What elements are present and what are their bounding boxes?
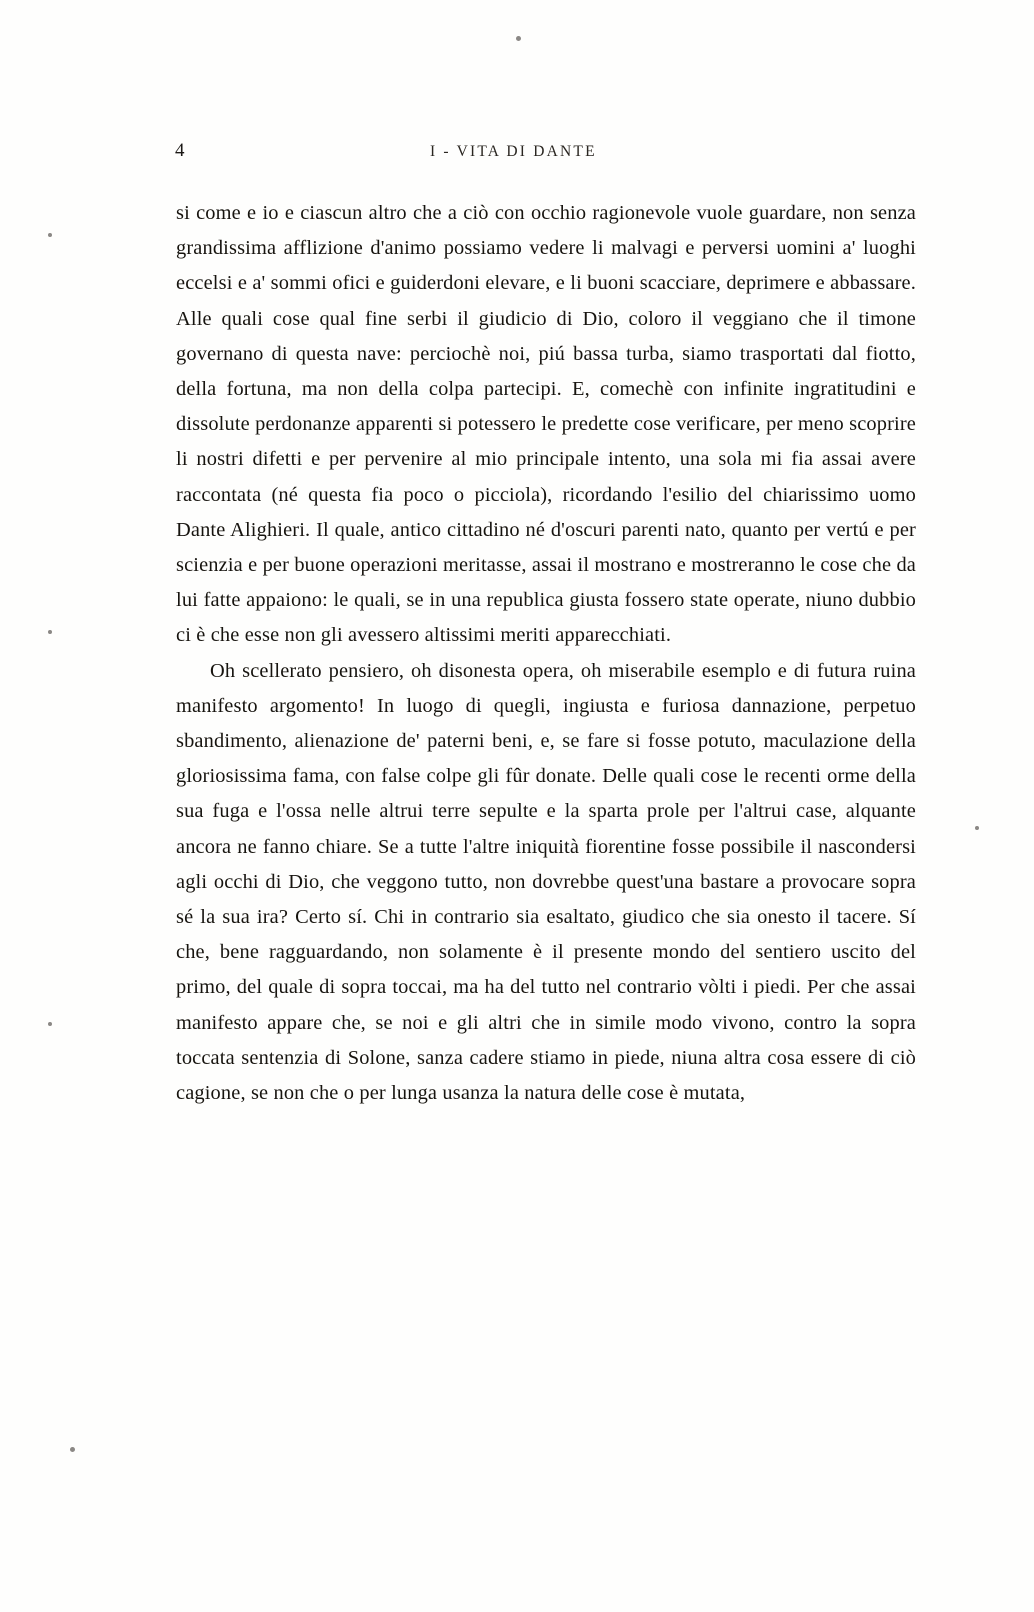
scan-speck: [48, 630, 52, 634]
scan-speck: [48, 233, 52, 237]
running-title: I - VITA DI DANTE: [430, 143, 597, 160]
page-header: [175, 140, 915, 166]
scan-speck: [975, 826, 979, 830]
paragraph: si come e io e ciascun altro che a ciò con occhio ragionevole vuole guardare, non senza grandissima afflizione d'animo possiamo vedere li malvagi e perversi uomini a' luoghi eccelsi e a' sommi ofici e guiderdoni elevare, e li buoni scacciare, deprimere e abbassare. Alle quali cose qual fine serbi il giudicio di Dio, coloro il veggiano che il timone governano di questa nave: perciochè noi, piú bassa turba, siamo trasportati dal fiotto, della fortuna, ma non della colpa partecipi. E, comechè con infinite ingratitudini e dissolute perdonanze apparenti si potessero le predette cose verificare, per meno scoprire li nostri difetti e per pervenire al mio principale intento, una sola mi fia assai avere raccontata (né questa fia poco o picciola), ricordando l'esilio del chiarissimo uomo Dante Alighieri. Il quale, antico cittadino né d'oscuri parenti nato, quanto per vertú e per scienzia e per buone operazioni meritasse, assai il mostrano e mostreranno le cose che da lui fatte appaiono: le quali, se in una republica giusta fossero state operate, niuno dubbio ci è che esse non gli avessero altissimi meriti apparecchiati.: [176, 202, 916, 647]
body-text: [176, 196, 916, 1111]
page-number: 4: [175, 140, 185, 161]
scan-speck: [48, 1022, 52, 1026]
paragraph: Oh scellerato pensiero, oh disonesta opera, oh miserabile esemplo e di futura ruina manifesto argomento! In luogo di quegli, ingiusta e furiosa dannazione, perpetuo sbandimento, alienazione de' paterni beni, e, se fare si fosse potuto, maculazione della gloriosissima fama, con false colpe gli fûr donate. Delle quali cose le recenti orme della sua fuga e l'ossa nelle altrui terre sepulte e la sparta prole per l'altrui case, alquante ancora ne fanno chiare. Se a tutte l'altre iniquità fiorentine fosse possibile il nascondersi agli occhi di Dio, che veggono tutto, non dovrebbe quest'una bastare a provocare sopra sé la sua ira? Certo sí. Chi in contrario sia esaltato, giudico che sia onesto il tacere. Sí che, bene ragguardando, non solamente è il presente mondo del sentiero uscito del primo, del quale di sopra toccai, ma ha del tutto nel contrario vòlti i piedi. Per che assai manifesto appare che, se noi e gli altri che in simile modo vivono, contro la sopra toccata sentenzia di Solone, sanza cadere stiamo in piede, niuna altra cosa essere di ciò cagione, se non che o per lunga usanza la natura delle cose è mutata,: [176, 659, 916, 1105]
scan-speck: [516, 36, 521, 41]
scan-speck: [70, 1447, 75, 1452]
